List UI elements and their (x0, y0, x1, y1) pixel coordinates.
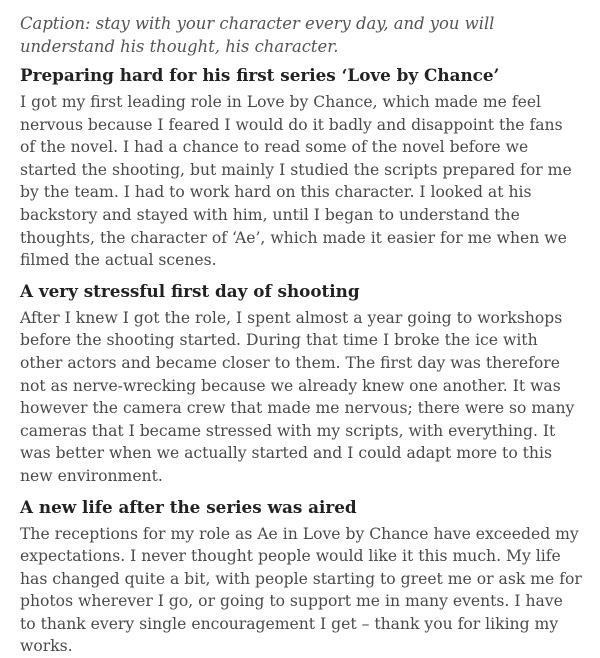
section-first-series (20, 64, 582, 272)
section-paragraph: After I knew I got the role, I spent almost a year going to workshops before the shooting started. During that time I broke the ice with other actors and became closer to them. The first day was therefore not as nerve-wrecking because we already knew one another. It was however the camera crew that made me nervous; there were so many cameras that I became stressed with my scripts, with everything. It was better when we actually started and I could adapt more to this new environment. (20, 307, 582, 488)
photo-caption: Caption: stay with your character every day, and you will understand his thought, his character. (20, 12, 582, 58)
section-paragraph: The receptions for my role as Ae in Love by Chance have exceeded my expectations. I never thought people would like it this much. My life has changed quite a bit, with people starting to greet me or ask me for photos wherever I go, or going to support me in many events. I have to thank every single encouragement I get – thank you for liking my works. (20, 523, 582, 658)
section-paragraph: I got my first leading role in Love by Chance, which made me feel nervous because I feared I would do it badly and disappoint the fans of the novel. I had a chance to read some of the novel before we started the shooting, but mainly I studied the scripts prepared for me by the team. I had to work hard on this character. I looked at his backstory and stayed with him, until I began to understand the thoughts, the character of ‘Ae’, which made it easier for me when we filmed the actual scenes. (20, 91, 582, 272)
section-first-day (20, 280, 582, 488)
section-heading: A very stressful first day of shooting (20, 280, 582, 303)
section-new-life (20, 496, 582, 658)
section-heading: Preparing hard for his first series ‘Love by Chance’ (20, 64, 582, 87)
section-heading: A new life after the series was aired (20, 496, 582, 519)
